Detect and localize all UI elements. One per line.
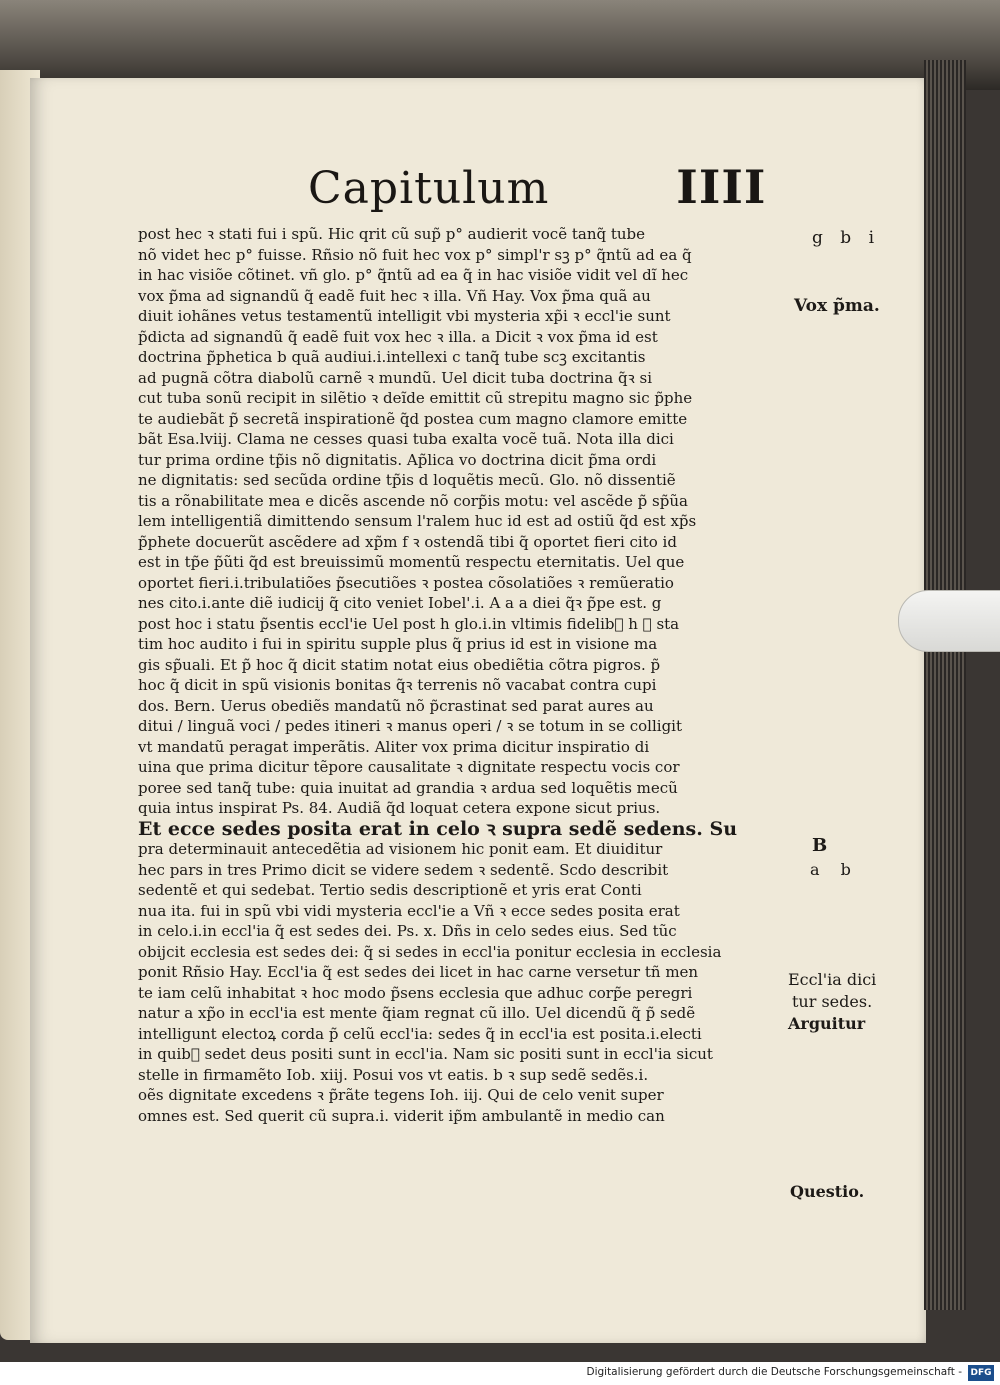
body-text-block: [138, 224, 794, 1126]
text-line: lem intelligentiã dimittendo sensum l'ralem huc id est ad ostiũ q̃d est xp̃s: [138, 512, 697, 530]
margin-note-vox-prima: Vox p̃ma.: [794, 296, 880, 316]
margin-note-arguitur: Arguitur: [788, 1014, 866, 1033]
text-line: nua ita. fui in spũ vbi vidi mysteria eccl'ie a Vñ ꝛ ecce sedes posita erat: [138, 901, 680, 920]
page-clip: [898, 590, 1000, 652]
text-line: nes cito.i.ante diẽ iudicij q̃ cito veniet Iobel'.i. A a a diei q̃ꝛ p̃pe est. g: [138, 594, 662, 612]
text-line: natur a xp̃o in eccl'ia est mente q̃iam regnat cũ illo. Uel dicendũ q̃ p̃ sedẽ: [138, 1004, 696, 1022]
margin-note-ecclesia-1: Eccl'ia dici: [788, 970, 877, 989]
text-line: Et ecce sedes posita erat in celo ꝛ supra sedẽ sedens. Su: [138, 818, 738, 839]
text-line: in celo.i.in eccl'ia q̃ est sedes dei. Ps. x. Dñs in celo sedes eius. Sed tũc: [138, 922, 677, 940]
text-line: p̃phete docuerũt ascẽdere ad xp̃m f ꝛ ostendã tibi q̃ oportet fieri cito id: [138, 532, 677, 551]
margin-letters-top: g b i: [812, 228, 881, 248]
text-line: vt mandatũ peragat imperãtis. Aliter vox prima dicitur inspiratio di: [138, 737, 650, 756]
text-line: tim hoc audito i fui in spiritu supple plus q̃ prius id est in visione ma: [138, 635, 658, 653]
text-line: dos. Bern. Uerus obediẽs mandatũ nõ p̃crastinat sed parat aures au: [138, 696, 654, 715]
text-line: oẽs dignitate excedens ꝛ p̃rãte tegens Ioh. iij. Qui de celo venit super: [138, 1086, 664, 1104]
text-line: sedentẽ et qui sedebat. Tertio sedis descriptionẽ et yris erat Conti: [138, 881, 642, 899]
text-line: tis a rõnabilitate mea e dicẽs ascende nõ corp̃is motu: vel ascẽde p̃ sp̃ũa: [138, 491, 688, 510]
text-line: nõ videt hec p° fuisse. Rñsio nõ fuit hec vox p° simpl'r sꝫ p° q̃ntũ ad ea q̃: [138, 245, 692, 264]
text-line: te audiebãt p̃ secretã inspirationẽ q̃d postea cum magno clamore emitte: [138, 409, 688, 428]
dfg-logo: DFG: [968, 1365, 994, 1381]
text-line: ad pugnã cõtra diabolũ carnẽ ꝛ mundũ. Uel dicit tuba doctrina q̃ꝛ si: [138, 368, 652, 387]
text-line: post hoc i statu p̃sentis eccl'ie Uel post h glo.i.in vltimis fidelib᷑ h ꝛ sta: [138, 614, 680, 633]
chapter-heading: [308, 160, 767, 224]
text-line: poree sed tanq̃ tube: quia inuitat ad grandia ꝛ ardua sed loquẽtis mecũ: [138, 778, 678, 797]
text-line: te iam celũ inhabitat ꝛ hoc modo p̃sens ecclesia que adhuc corp̃e peregri: [138, 983, 693, 1002]
text-line: tur prima ordine tp̃is nõ dignitatis. Ap̃lica vo doctrina dicit p̃ma ordi: [138, 450, 657, 469]
chapter-number: IIII: [676, 160, 767, 214]
text-line: ditui / linguã voci / pedes itineri ꝛ manus operi / ꝛ se totum in se colligit: [138, 717, 682, 735]
text-line: intelligunt electoꝝ corda p̃ celũ eccl'ia: sedes q̃ in eccl'ia est posita.i.electi: [138, 1024, 702, 1043]
text-line: quia intus inspirat Ps. 84. Audiã q̃d loquat cetera expone sicut prius.: [138, 799, 661, 817]
text-line: bãt Esa.lviij. Clama ne cesses quasi tuba exalta vocẽ tuã. Nota illa dici: [138, 430, 674, 448]
margin-letter-b: B: [812, 835, 828, 856]
text-line: post hec ꝛ stati fui i spũ. Hic qrit cũ sup̃ p° audierit vocẽ tanq̃ tube: [138, 225, 646, 243]
text-line: diuit iohãnes vetus testamentũ intelligit vbi mysteria xp̃i ꝛ eccl'ie sunt: [138, 307, 671, 325]
book-top-edge: [0, 0, 1000, 90]
margin-letters-ab: a b: [810, 860, 859, 879]
text-line: in quib᷑ sedet deus positi sunt in eccl'ia. Nam sic positi sunt in eccl'ia sicut: [138, 1045, 713, 1063]
margin-note-questio: Questio.: [790, 1182, 865, 1201]
text-line: doctrina p̃phetica b quã audiui.i.intellexi c tanq̃ tube scꝫ excitantis: [138, 348, 646, 366]
text-line: hoc q̃ dicit in spũ visionis bonitas q̃ꝛ terrenis nõ vacabat contra cupi: [138, 676, 657, 694]
heading-word: Capitulum: [308, 163, 550, 214]
text-line: gis sp̃uali. Et p̃ hoc q̃ dicit statim notat eius obediẽtia cõtra pigros. p̃: [138, 655, 661, 674]
page-fore-edge: [924, 60, 966, 1310]
text-line: uina que prima dicitur tẽpore causalitate ꝛ dignitate respectu vocis cor: [138, 758, 680, 776]
margin-note-ecclesia-2: tur sedes.: [792, 992, 873, 1011]
footer-bar: [0, 1362, 1000, 1385]
text-line: p̃dicta ad signandũ q̃ eadẽ fuit vox hec ꝛ illa. a Dicit ꝛ vox p̃ma id est: [138, 327, 658, 346]
text-line: obijcit ecclesia est sedes dei: q̃ si sedes in eccl'ia ponitur ecclesia in ecclesia: [138, 942, 722, 961]
text-line: in hac visiõe cõtinet. vñ glo. p° q̃ntũ ad ea q̃ in hac visiõe vidit vel dĩ hec: [138, 266, 689, 284]
text-line: ne dignitatis: sed secũda ordine tp̃is d loquẽtis mecũ. Glo. nõ dissentiẽ: [138, 471, 676, 489]
text-line: hec pars in tres Primo dicit se videre sedem ꝛ sedentẽ. Scdo describit: [138, 860, 669, 879]
text-line: pra determinauit antecedẽtia ad visionem hic ponit eam. Et diuiditur: [138, 840, 663, 858]
text-line: ponit Rñsio Hay. Eccl'ia q̃ est sedes dei licet in hac carne versetur tñ men: [138, 963, 699, 981]
text-line: omnes est. Sed querit cũ supra.i. viderit ip̃m ambulantẽ in medio can: [138, 1106, 665, 1125]
text-line: est in tp̃e p̃ũti q̃d est breuissimũ momentũ respectu eternitatis. Uel que: [138, 553, 685, 571]
text-line: stelle in firmamẽto Iob. xiij. Posui vos vt eatis. b ꝛ sup sedẽ sedẽs.i.: [138, 1065, 649, 1084]
footer-credit: Digitalisierung gefördert durch die Deutsche Forschungsgemeinschaft -: [586, 1366, 962, 1378]
text-line: oportet fieri.i.tribulatiões p̃secutiões ꝛ postea cõsolatiões ꝛ remũeratio: [138, 573, 674, 592]
text-line: vox p̃ma ad signandũ q̃ eadẽ fuit hec ꝛ illa. Vñ Hay. Vox p̃ma quã au: [138, 286, 651, 305]
text-line: cut tuba sonũ recipit in silẽtio ꝛ deĩde emittit cũ strepitu magno sic p̃phe: [138, 389, 693, 407]
